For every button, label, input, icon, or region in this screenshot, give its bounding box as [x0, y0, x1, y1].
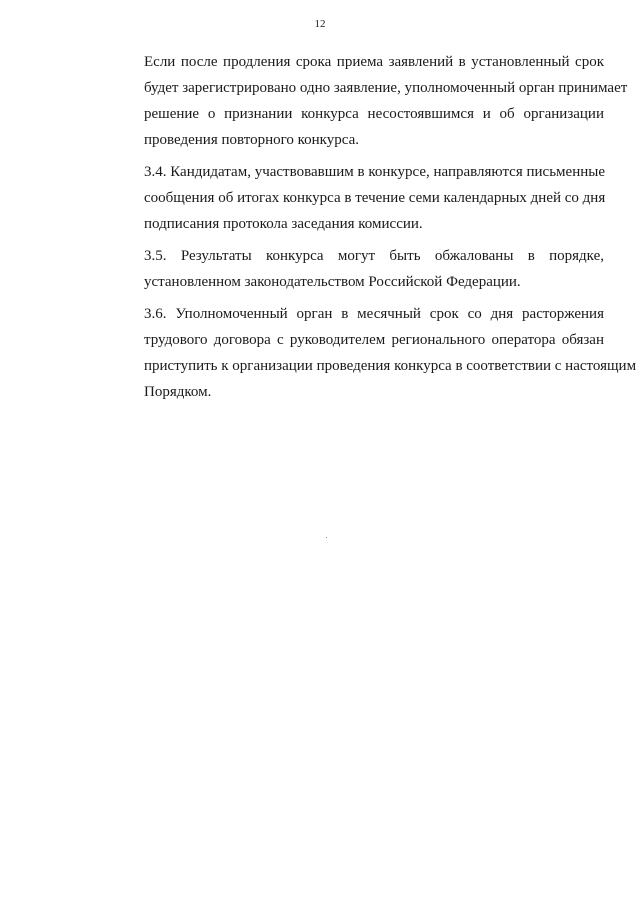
text-line: трудового договора с руководителем регионального оператора обязан [144, 332, 604, 348]
text-line: подписания протокола заседания комиссии. [144, 216, 423, 232]
text-line: будет зарегистрировано одно заявление, уполномоченный орган принимает [144, 80, 628, 96]
paragraph-3-5-appeal [116, 243, 604, 295]
text-line: 3.5. Результаты конкурса могут быть обжалованы в порядке, [144, 248, 604, 264]
text-line: проведения повторного конкурса. [144, 132, 360, 148]
text-line: 3.6. Уполномоченный орган в месячный срок со дня расторжения [144, 306, 604, 322]
page-number: 12 [314, 18, 326, 30]
text-line: сообщения об итогах конкурса в течение семи календарных дней со дня [144, 190, 606, 206]
paragraph-3-4-notifications [116, 159, 604, 237]
document-body [116, 49, 637, 411]
text-line: Если после продления срока приема заявлений в установленный срок [144, 54, 604, 70]
text-line: Порядком. [144, 384, 212, 400]
text-line: решение о признании конкурса несостоявшимся и об организации [144, 106, 604, 122]
text-line: приступить к организации проведения конкурса в соответствии с настоящим [144, 358, 637, 374]
text-line: 3.4. Кандидатам, участвовавшим в конкурсе, направляются письменные [144, 164, 605, 180]
scan-speck [326, 537, 327, 538]
paragraph-3-6-new-competition [116, 301, 637, 405]
paragraph-extension-single-application [116, 49, 628, 153]
text-line: установленном законодательством Российской Федерации. [144, 274, 521, 290]
